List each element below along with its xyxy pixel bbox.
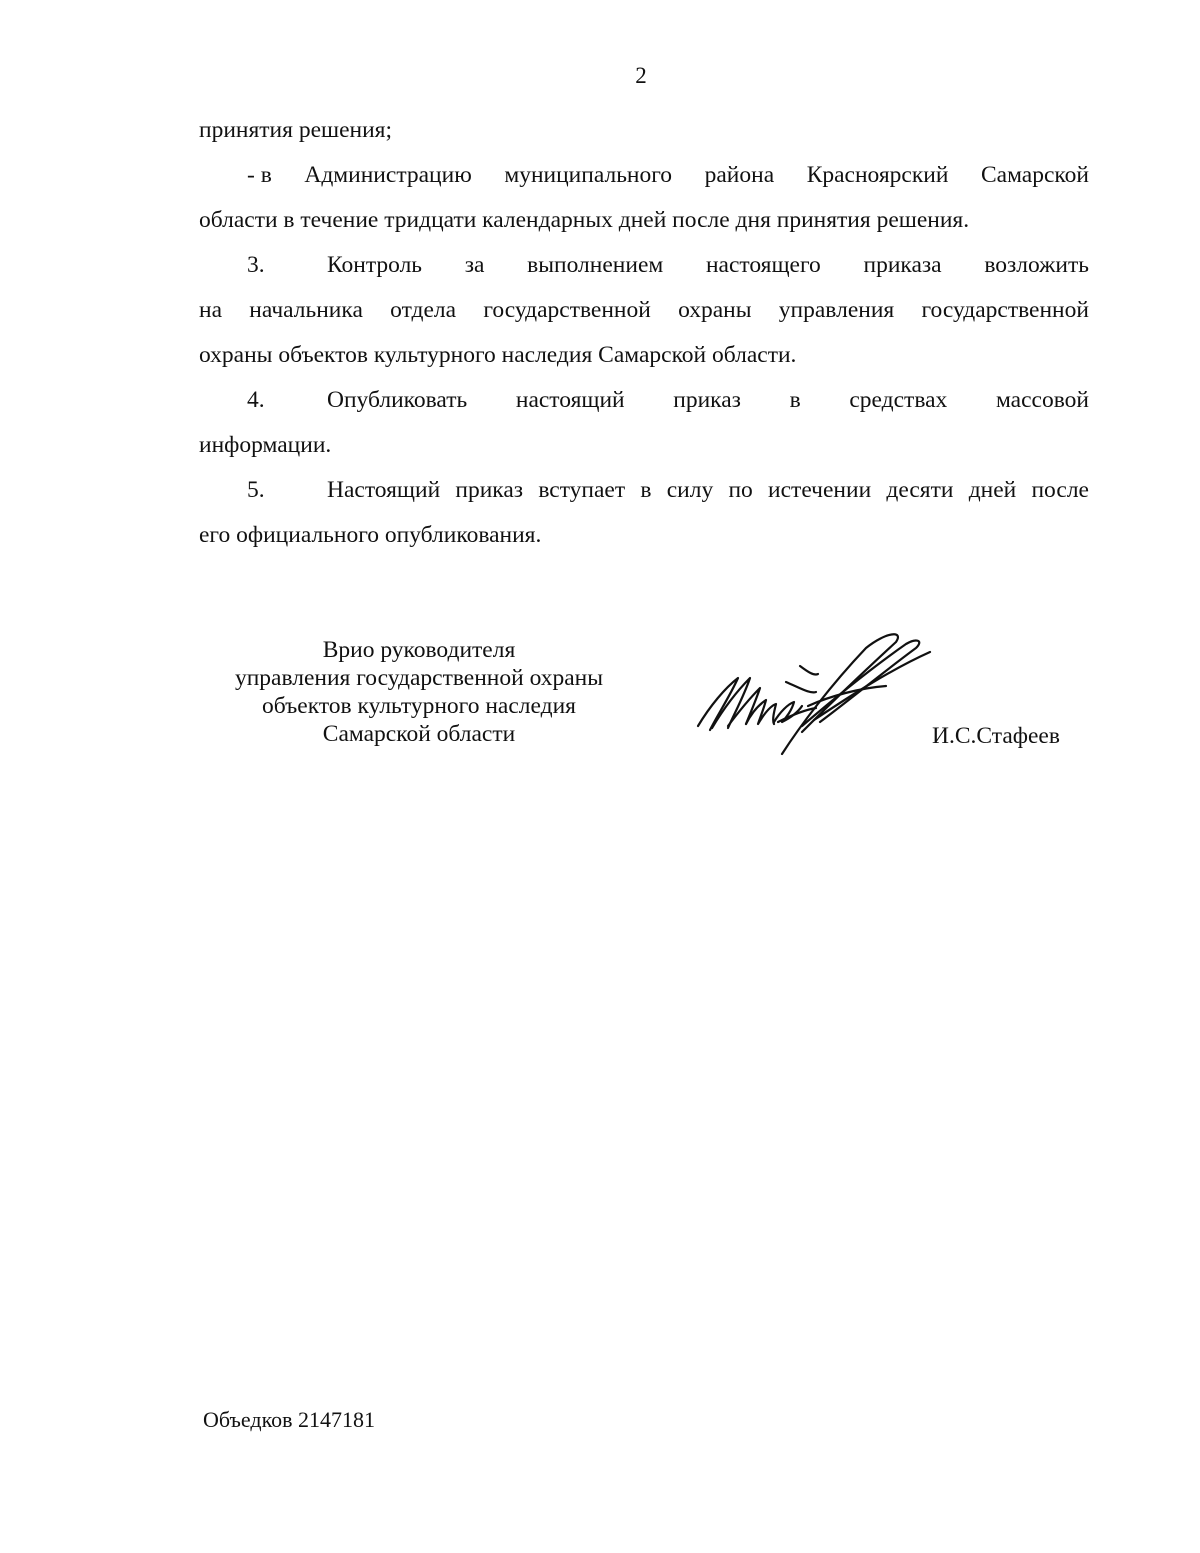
word: начальника (249, 297, 363, 323)
word: в (789, 387, 801, 413)
item-number: 5. (247, 477, 265, 503)
paragraph-5-line1 (199, 468, 1089, 513)
position-line: Самарской области (322, 721, 516, 747)
word: Контроль (327, 252, 423, 278)
position-line: управления государственной охраны (234, 665, 604, 691)
word: приказа (863, 252, 942, 278)
paragraph-5-line2: его официального опубликования. (199, 522, 542, 548)
paragraph-administration-line1 (199, 153, 1089, 198)
word: средствах (849, 387, 948, 413)
paragraph-3-line1 (199, 243, 1089, 288)
handwritten-signature (690, 626, 940, 756)
item-number: 3. (247, 252, 265, 278)
position-line: объектов культурного наследия (262, 693, 576, 719)
word: государственной (483, 297, 651, 323)
signatory-position (199, 636, 639, 748)
paragraph-continuation: принятия решения; (199, 117, 393, 143)
word: настоящего (705, 252, 821, 278)
executor-contact: Объедков 2147181 (203, 1407, 376, 1432)
word: выполнением (527, 252, 664, 278)
word: приказ (673, 387, 741, 413)
word: муниципального (504, 162, 673, 188)
word: настоящий (515, 387, 625, 413)
word: Администрацию (304, 162, 472, 188)
word: Самарской (980, 162, 1089, 188)
paragraph-3-line3: охраны объектов культурного наследия Самарской области. (199, 342, 797, 368)
word: района (704, 162, 775, 188)
word: на (199, 297, 223, 323)
paragraph-5-text: Настоящий приказ вступает в силу по истечении десяти дней после (327, 477, 1089, 503)
page-number: 2 (635, 63, 647, 88)
word: Красноярский (806, 162, 949, 188)
item-number: 4. (247, 387, 265, 413)
word: - в (247, 162, 272, 188)
paragraph-4-line2: информации. (199, 432, 332, 458)
paragraph-administration-line2: области в течение тридцати календарных дней после дня принятия решения. (199, 207, 970, 233)
paragraph-3-line2 (199, 288, 1089, 333)
word: массовой (995, 387, 1089, 413)
signer-name: И.С.Стафеев (932, 723, 1060, 749)
word: отдела (390, 297, 457, 323)
word: Опубликовать (327, 387, 468, 413)
paragraph-4-line1 (199, 378, 1089, 423)
word: государственной (921, 297, 1089, 323)
position-line: Врио руководителя (322, 637, 516, 663)
word: возложить (984, 252, 1089, 278)
word: за (464, 252, 485, 278)
document-body (199, 108, 1089, 558)
word: охраны (678, 297, 752, 323)
word: управления (778, 297, 895, 323)
